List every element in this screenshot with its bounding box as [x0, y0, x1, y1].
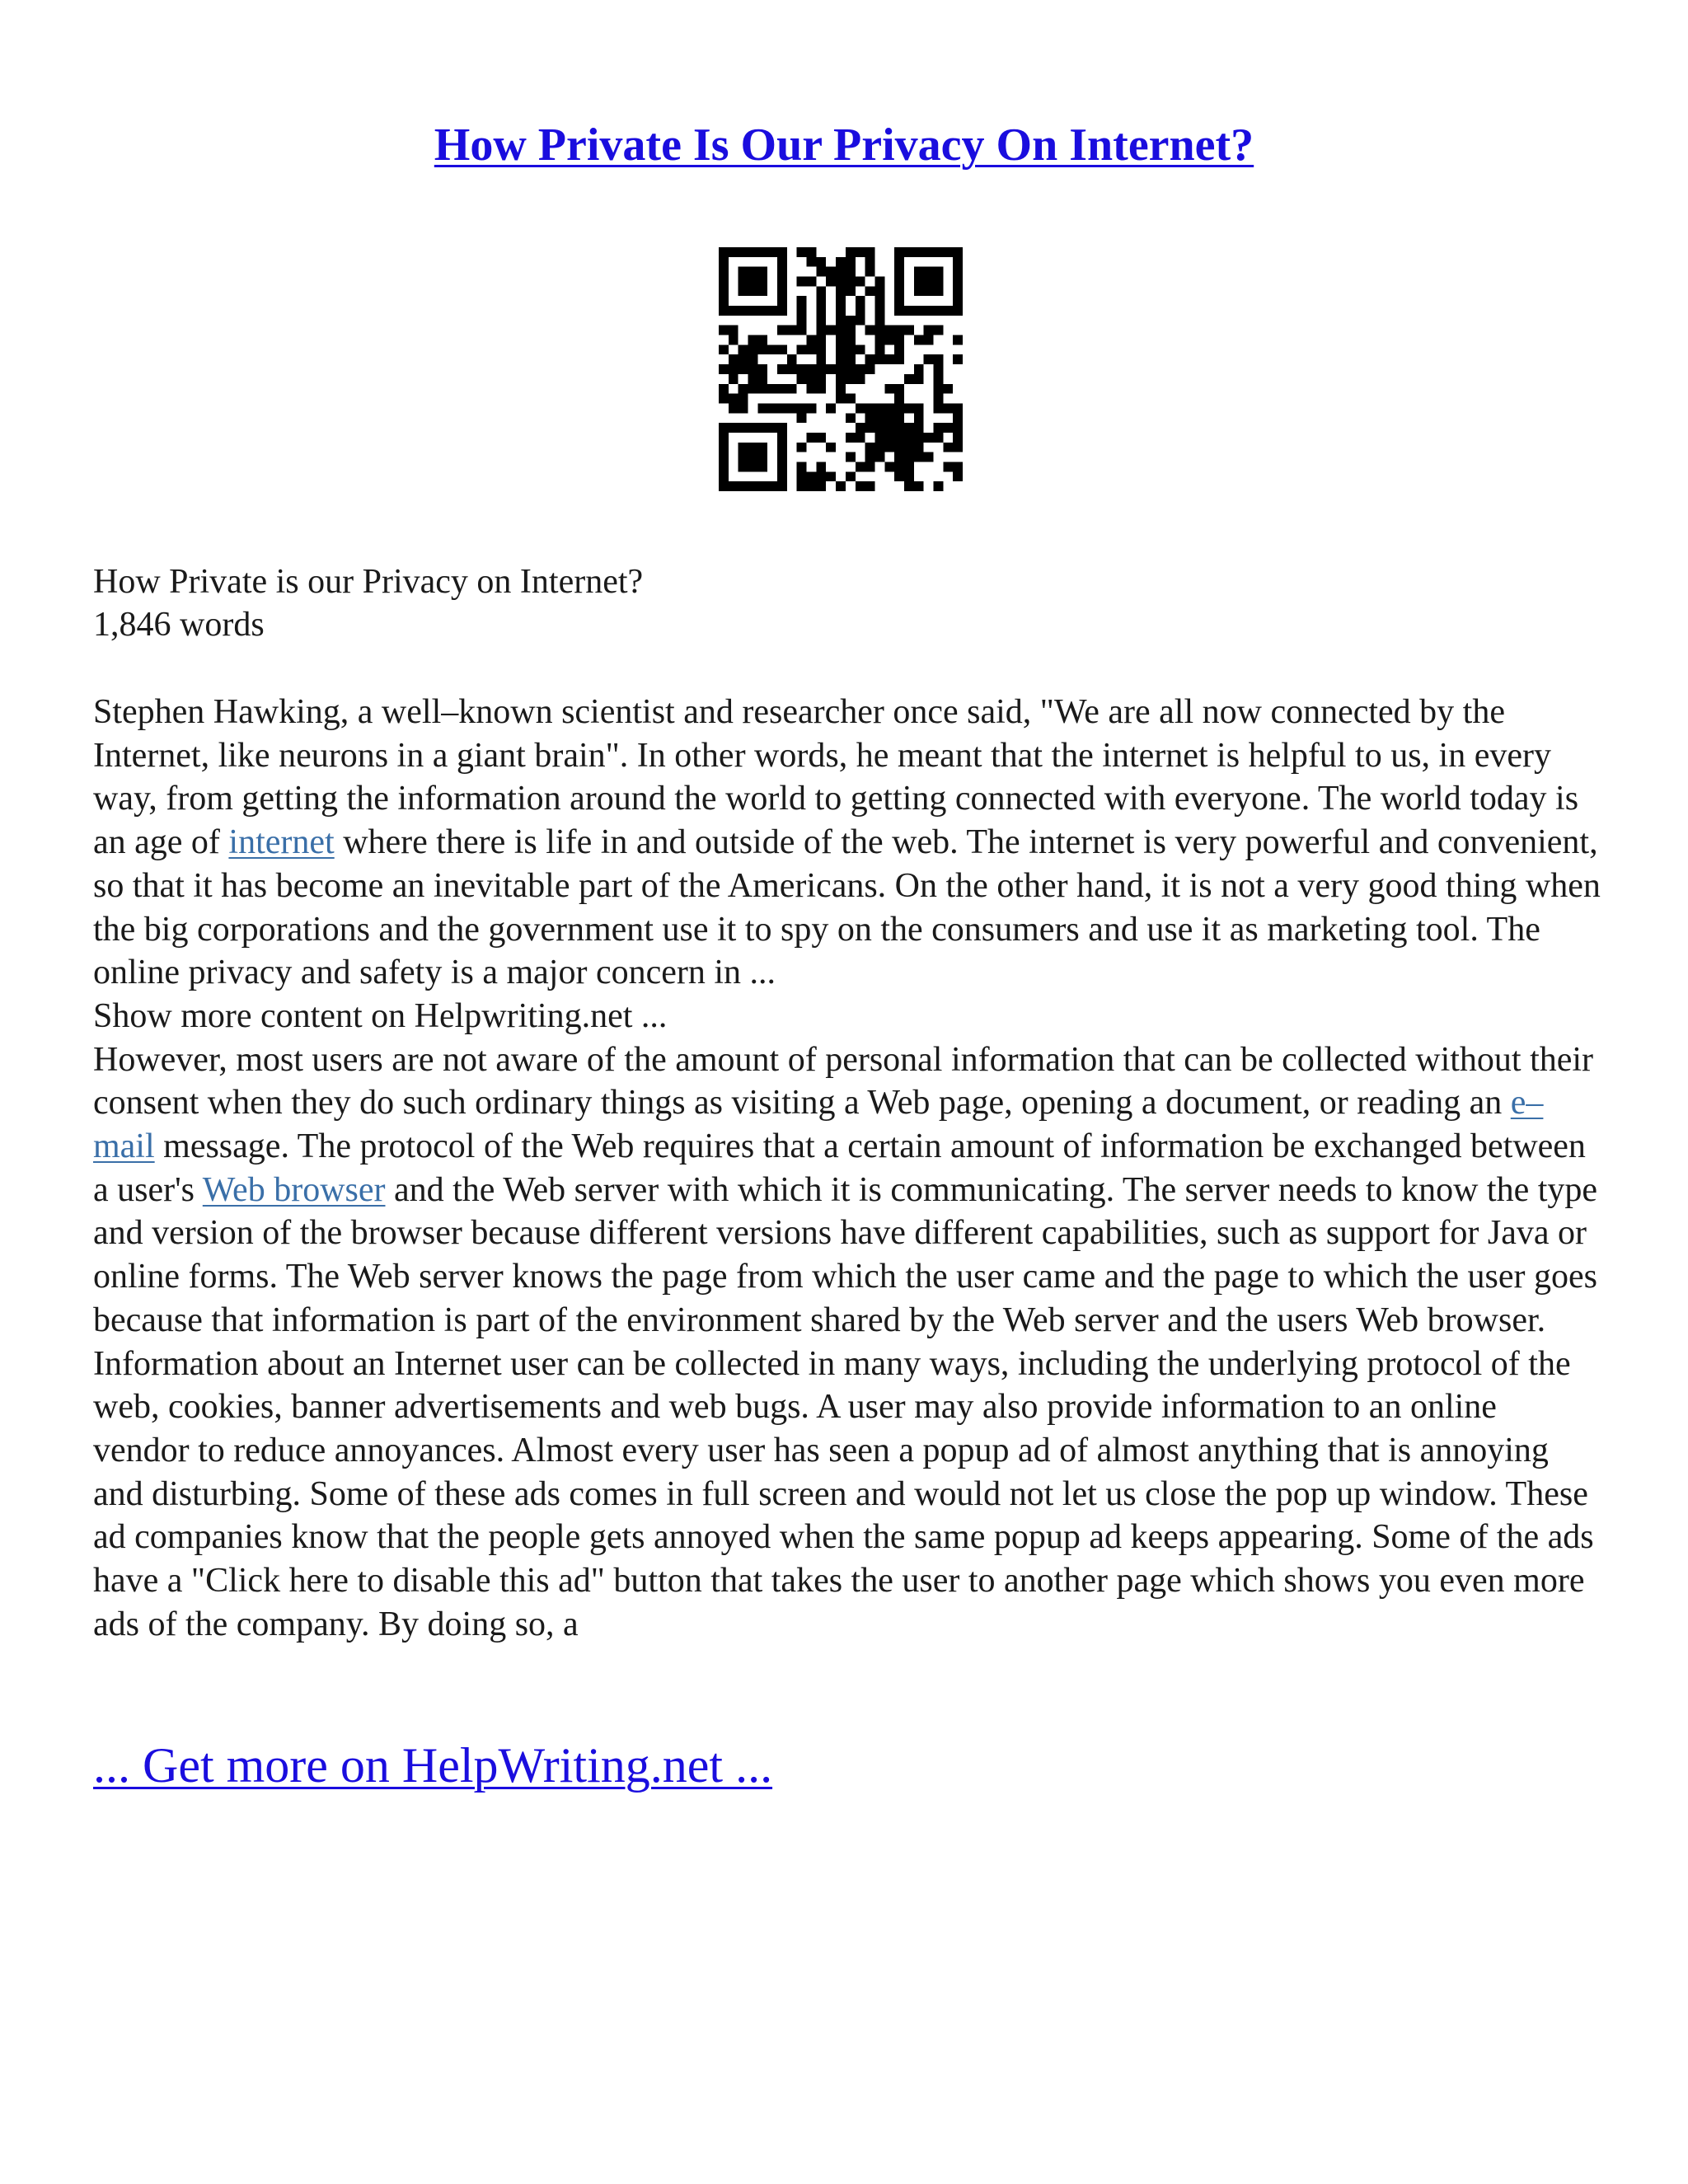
page-title	[0, 115, 1688, 175]
word-count: 1,846 words	[93, 606, 265, 644]
qr-code-icon	[719, 247, 963, 491]
paragraph-1	[93, 691, 1601, 995]
document-meta	[93, 560, 643, 646]
paragraph-2-text-c: and the Web server with which it is communicating. The server needs to know the type and version of the browser because different versions have different capabilities, such as support for Java or online forms. The Web server knows the page from which the user came and the page to which the user goes because that information is part of the environment shared by the Web server and the users Web browser.	[93, 1170, 1598, 1339]
get-more-section	[93, 1734, 772, 1797]
show-more-line: Show more content on Helpwriting.net ...	[93, 996, 668, 1035]
email-link[interactable]: e–mail	[93, 1084, 1544, 1166]
get-more-link[interactable]: ... Get more on HelpWriting.net ...	[93, 1738, 773, 1793]
paragraph-3: Information about an Internet user can be collected in many ways, including the underlying protocol of the web, cookies, banner advertisements and web bugs. A user may also provide information to an online vendor to reduce annoyances. Almost every user has seen a popup ad of almost anything that is annoying and disturbing. Some of these ads comes in full screen and would not let us close the pop up window. These ad companies know that the people gets annoyed when the same popup ad keeps appearing. Some of the ads have a "Click here to disable this ad" button that takes the user to another page which shows you even more ads of the company. By doing so, a	[93, 1344, 1594, 1643]
paragraph-1-text-a: Stephen Hawking, a well–known scientist and researcher once said, "We are all now connected by the Internet, like neurons in a giant brain". In other words, he meant that the internet is helpful to us, in every way, from getting the information around the world to getting connected with everyone. The world today is an age of	[93, 693, 1579, 862]
internet-link[interactable]: internet	[228, 823, 335, 862]
document-subtitle: How Private is our Privacy on Internet?	[93, 563, 644, 601]
title-link[interactable]: How Private Is Our Privacy On Internet?	[434, 120, 1254, 171]
paragraph-1-text-b: where there is life in and outside of the web. The internet is very powerful and convenient, so that it has become an inevitable part of the Americans. On the other hand, it is not a very good thing when the big corporations and the government use it to spy on the consumers and use it as marketing tool. The online privacy and safety is a major concern in ...	[93, 823, 1601, 992]
article-body	[93, 691, 1601, 1646]
paragraph-2-text-a: However, most users are not aware of the amount of personal information that can be collected without their consent when they do such ordinary things as visiting a Web page, opening a document, or reading an	[93, 1040, 1594, 1122]
paragraph-2	[93, 1038, 1601, 1343]
paragraph-2-text-b: message. The protocol of the Web requires that a certain amount of information be exchanged between a user's	[93, 1127, 1586, 1209]
web-browser-link[interactable]: Web browser	[202, 1170, 386, 1209]
